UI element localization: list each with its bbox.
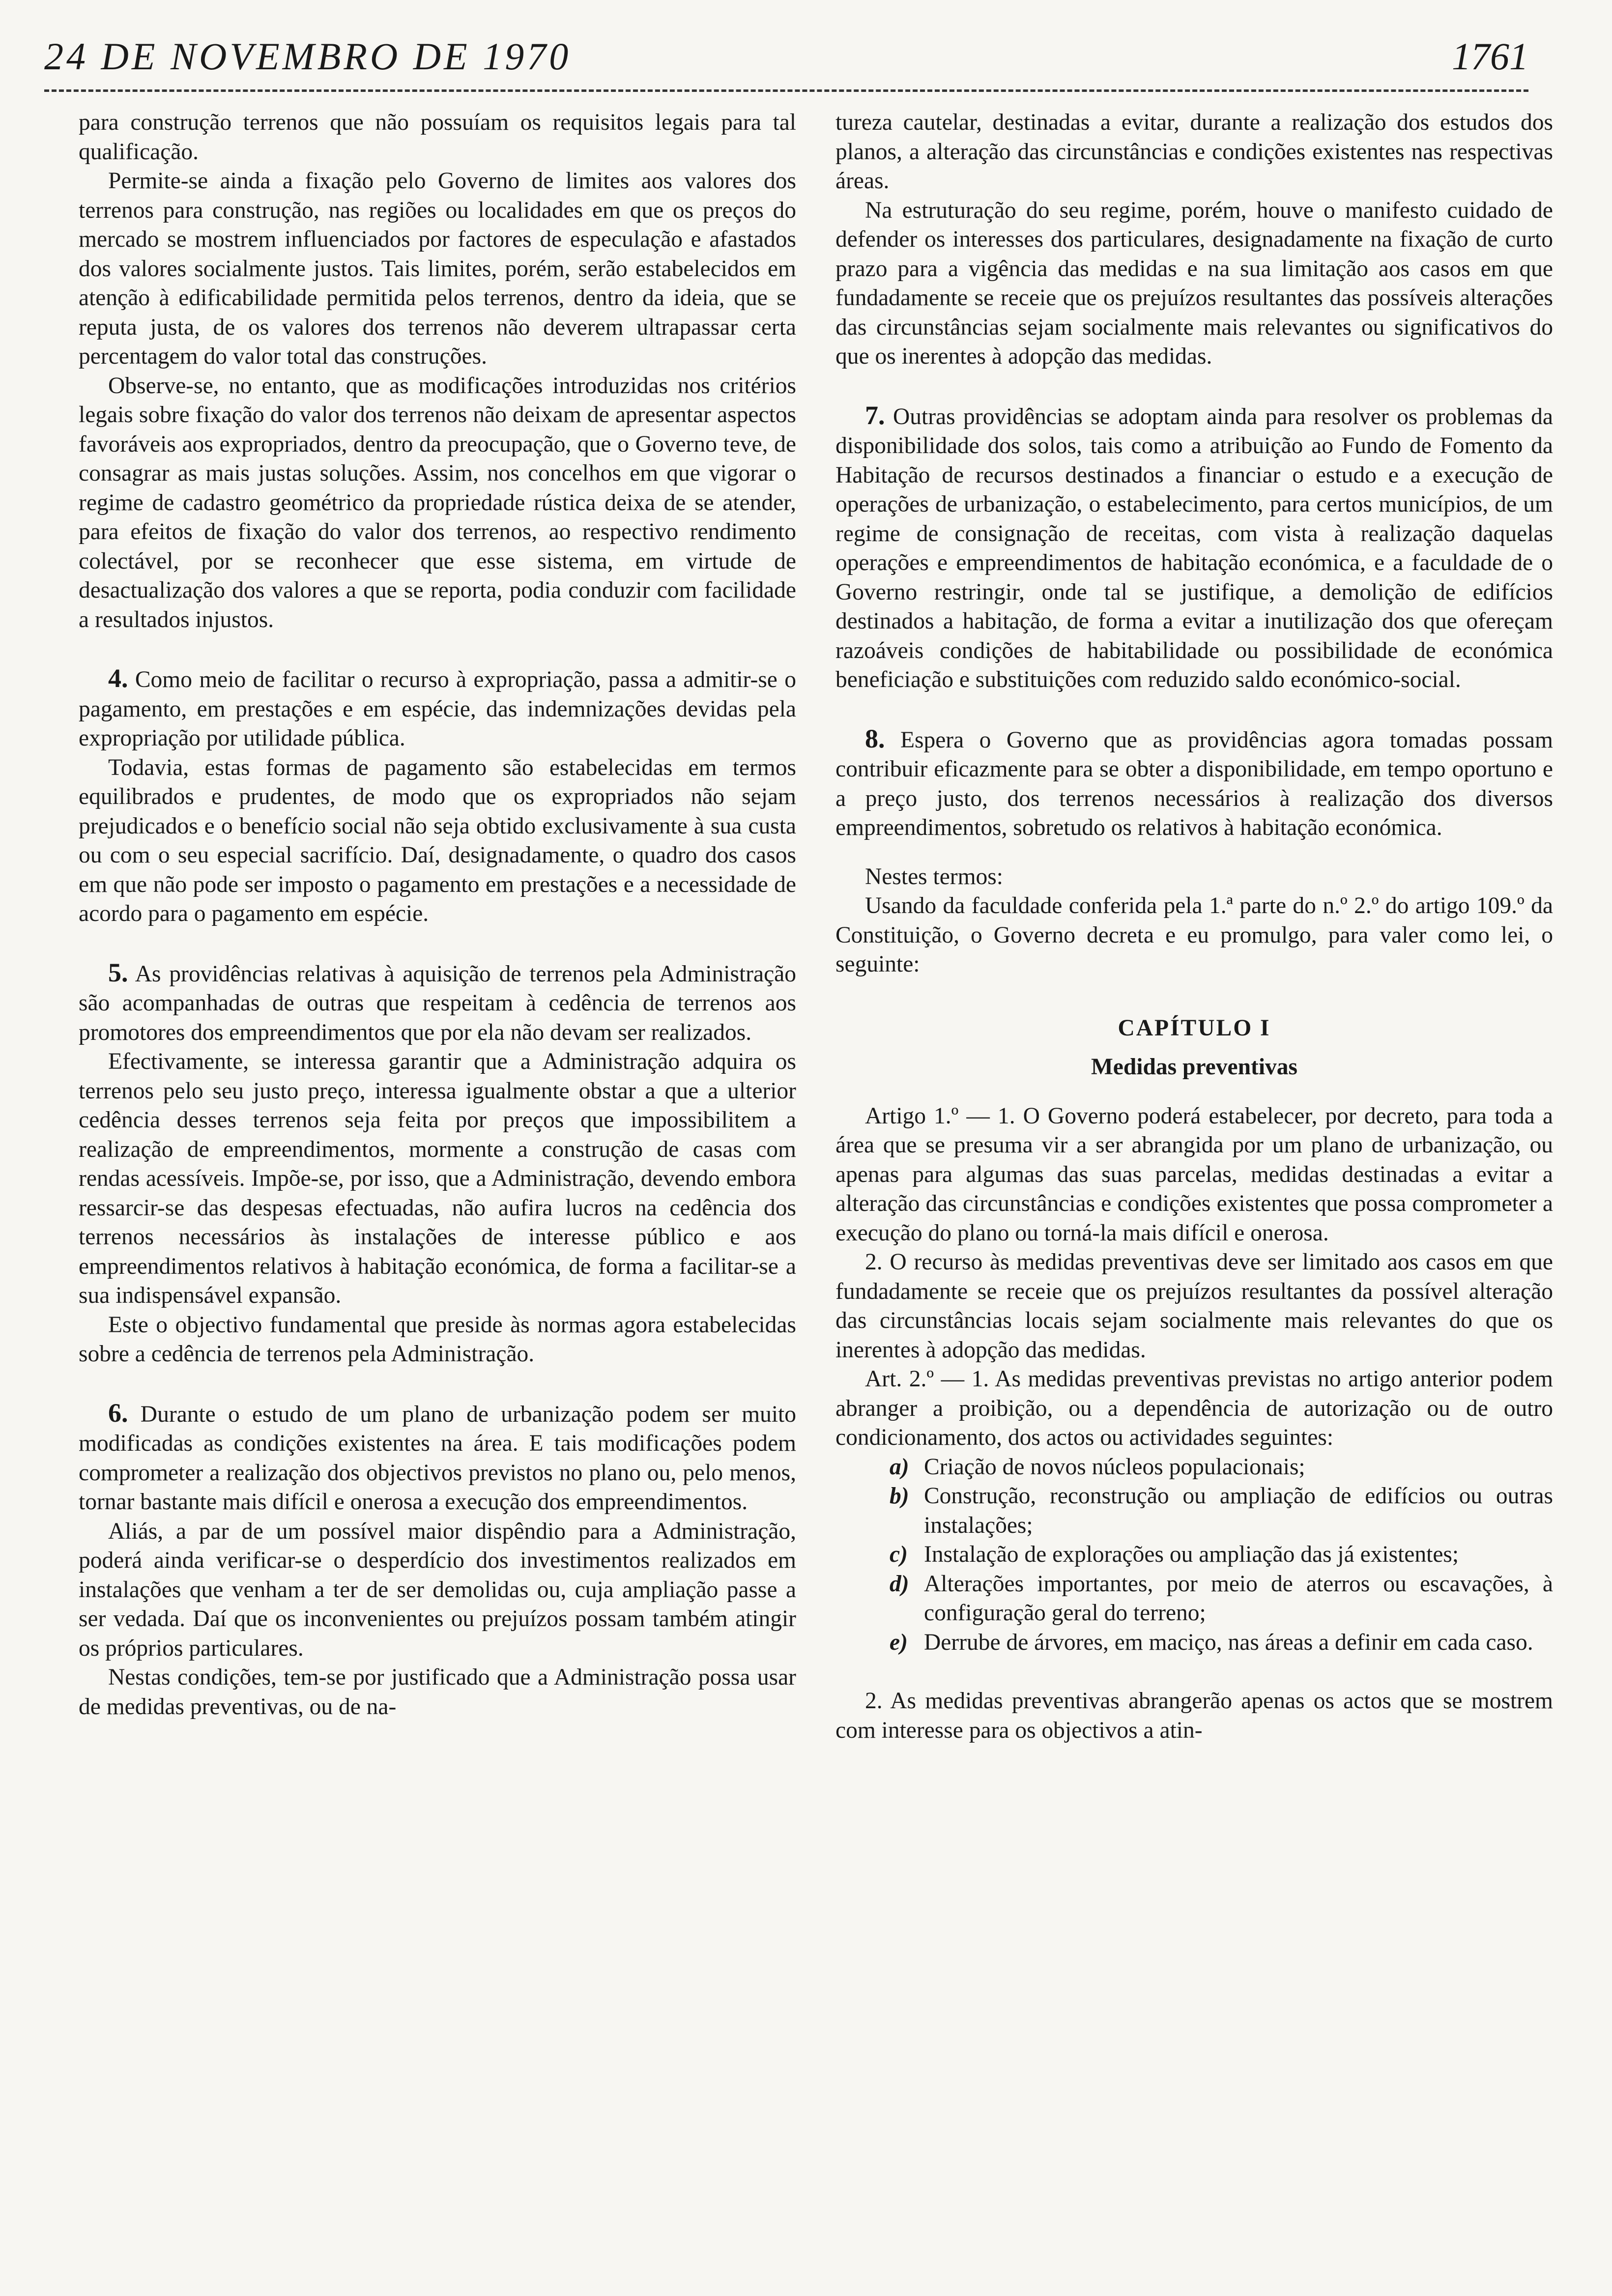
paragraph: Todavia, estas formas de pagamento são estabelecidas em termos equilibrados e prudentes, de modo que os expropriados não sejam prejudicados e o benefício social não seja obtido exclusivamente à sua custa ou com o seu especial sacrifício. Daí, designadamente, o quadro dos casos em que não pode ser imposto o pagamento em prestações e a necessidade de acordo para o pagamento em espécie. bbox=[79, 754, 796, 926]
paragraph: Observe-se, no entanto, que as modificações introduzidas nos critérios legais sobre fixação do valor dos terrenos não deixam de apresentar aspectos favoráveis aos expropriados, dentro da preocupação, que o Governo teve, de consagrar as mais justas soluções. Assim, nos concelhos em que vigorar o regime de cadastro geométrico da propriedade rústica deixa de se atender, para efeitos de fixação do valor dos terrenos, ao respectivo rendimento colectável, por se reconhecer que esse sistema, em virtude de desactualização dos valores a que se reporta, podia conduzir com facilidade a resultados injustos. bbox=[79, 373, 796, 632]
chapter-subtitle: Medidas preventivas bbox=[1091, 1054, 1298, 1080]
paragraph: Na estruturação do seu regime, porém, houve o manifesto cuidado de defender os interesses dos particulares, designadamente na fixação de curto prazo para a vigência das medidas e na sua limitação aos casos em que fundadamente se receie que os prejuízos resultantes das possíveis alterações das circunstâncias sejam socialmente mais relevantes ou significativos do que os inerentes à adopção das medidas. bbox=[835, 197, 1553, 369]
list-text: Derrube de árvores, em maciço, nas áreas a definir em cada caso. bbox=[924, 1629, 1533, 1655]
section-7 bbox=[835, 401, 1553, 695]
paragraph: Permite-se ainda a fixação pelo Governo de limites aos valores dos terrenos para construção, nas regiões ou localidades em que os preços do mercado se mostrem influenciados por factores de especulação e afastados dos valores socialmente justos. Tais limites, porém, serão estabelecidos em atenção à edificabilidade permitida pelos terrenos, dentro da ideia, que se reputa justa, de os valores dos terrenos não deverem ultrapassar certa percentagem do valor total das construções. bbox=[79, 168, 796, 369]
list-item bbox=[835, 1482, 1553, 1540]
list-label: b) bbox=[890, 1483, 909, 1509]
list-item bbox=[835, 1628, 1553, 1658]
publication-date: 24 DE NOVEMBRO DE 1970 bbox=[44, 35, 572, 78]
section-8 bbox=[835, 724, 1553, 843]
paragraph: tureza cautelar, destinadas a evitar, durante a realização dos estudos dos planos, a alteração das circunstâncias e condições existentes nas respectivas áreas. bbox=[835, 110, 1553, 194]
header-rule bbox=[44, 89, 1528, 92]
paragraph: Efectivamente, se interessa garantir que a Administração adquira os terrenos pelo seu justo preço, interessa igualmente obstar a que a ulterior cedência desses terrenos seja feita por preços que impossibilitem a realização de empreendimentos, mormente a construção de casas com rendas acessíveis. Impõe-se, por isso, que a Administração, devendo embora ressarcir-se das despesas efectuadas, não aufira lucros na cedência dos terrenos necessários às instalações de interesse público e aos empreendimentos relativos à habitação económica, de forma a facilitar-se a sua indispensável expansão. bbox=[79, 1049, 796, 1308]
list-text: Criação de novos núcleos populacionais; bbox=[924, 1454, 1305, 1480]
section-text: Durante o estudo de um plano de urbanização podem ser muito modificadas as condições existentes na área. E tais modificações podem comprometer a realização dos objectivos previstos no plano ou, pelo menos, tornar bastante mais difícil e onerosa a execução dos empreendimentos. bbox=[79, 1401, 796, 1515]
paragraph: Nestes termos: bbox=[865, 863, 1003, 890]
list-item bbox=[835, 1570, 1553, 1628]
section-text: Espera o Governo que as providências agora tomadas possam contribuir eficazmente para se obter a disponibilidade, em tempo oportuno e a preço justo, dos terrenos necessários à realização dos diversos empreendimentos, sobretudo os relativos à habitação económica. bbox=[835, 727, 1554, 840]
list-label: a) bbox=[890, 1454, 909, 1480]
section-6 bbox=[79, 1399, 796, 1517]
section-text: Como meio de facilitar o recurso à expropriação, passa a admitir-se o pagamento, em prestações e em espécie, das indemnizações devidas pela expropriação por utilidade pública. bbox=[79, 667, 796, 751]
article-2-paragraph-1: Art. 2.º — 1. As medidas preventivas previstas no artigo anterior podem abranger a proibição, ou a dependência de autorização ou de outro condicionamento, dos actos ou actividades seguintes: bbox=[835, 1366, 1553, 1450]
paragraph: Usando da faculdade conferida pela 1.ª parte do n.º 2.º do artigo 109.º da Constituição, o Governo decreta e eu promulgo, para valer como lei, o seguinte: bbox=[835, 893, 1553, 977]
section-number: 7. bbox=[865, 400, 885, 430]
list-text: Construção, reconstrução ou ampliação de edifícios ou outras instalações; bbox=[924, 1483, 1553, 1538]
list-item bbox=[835, 1540, 1553, 1570]
list-label: c) bbox=[890, 1542, 908, 1567]
list-label: d) bbox=[890, 1571, 909, 1597]
page-header bbox=[44, 34, 1528, 93]
paragraph: Nestas condições, tem-se por justificado que a Administração possa usar de medidas preventivas, ou de na- bbox=[79, 1665, 796, 1720]
section-text: Outras providências se adoptam ainda para resolver os problemas da disponibilidade dos solos, tais como a atribuição ao Fundo de Fomento da Habitação de recursos destinados a financiar o estudo e a execução de operações de urbanização, o estabelecimento, para certos municípios, de um regime de consignação de receitas, com vista à realização daquelas operações e empreendimentos de habitação económica, e a faculdade de o Governo restringir, onde tal se justifique, a demolição de edifícios destinados a habitação, de forma a evitar a inutilização dos que ofereçam razoáveis condições de habitabilidade ou possibilidade de económica beneficiação e substituições com reduzido saldo económico-social. bbox=[835, 403, 1553, 692]
article-1-paragraph-2: 2. O recurso às medidas preventivas deve ser limitado aos casos em que fundadamente se receie que os prejuízos resultantes da possível alteração das circunstâncias locais sejam socialmente mais relevantes do que os inerentes à adopção das medidas. bbox=[835, 1249, 1553, 1363]
list-text: Instalação de explorações ou ampliação das já existentes; bbox=[924, 1542, 1459, 1567]
section-number: 6. bbox=[108, 1398, 128, 1428]
paragraph: para construção terrenos que não possuíam os requisitos legais para tal qualificação. bbox=[79, 110, 796, 165]
right-column bbox=[835, 108, 1553, 1745]
left-column bbox=[79, 108, 796, 1722]
page-number: 1761 bbox=[1452, 35, 1528, 78]
list-item bbox=[835, 1453, 1553, 1482]
section-4 bbox=[79, 664, 796, 753]
list-text: Alterações importantes, por meio de aterros ou escavações, à configuração geral do terreno; bbox=[924, 1571, 1553, 1626]
section-number: 5. bbox=[108, 957, 128, 987]
section-number: 4. bbox=[108, 663, 128, 693]
list-label: e) bbox=[890, 1629, 908, 1655]
section-number: 8. bbox=[865, 723, 885, 753]
section-5 bbox=[79, 958, 796, 1048]
article-1-paragraph-1: Artigo 1.º — 1. O Governo poderá estabelecer, por decreto, para toda a área que se presuma vir a ser abrangida por um plano de urbanização, ou apenas para algumas das suas parcelas, medidas destinadas a evitar a alteração das circunstâncias e condições existentes que possa comprometer a execução do plano ou torná-la mais difícil e onerosa. bbox=[835, 1103, 1553, 1246]
chapter-title: CAPÍTULO I bbox=[1118, 1015, 1271, 1041]
paragraph: Este o objectivo fundamental que preside às normas agora estabelecidas sobre a cedência de terrenos pela Administração. bbox=[79, 1312, 796, 1367]
paragraph: Aliás, a par de um possível maior dispêndio para a Administração, poderá ainda verificar-se o desperdício dos investimentos realizados em instalações que venham a ter de ser demolidas ou, cuja ampliação passe a ser vedada. Daí que os inconvenientes ou prejuízos possam também atingir os próprios particulares. bbox=[79, 1518, 796, 1661]
section-text: As providências relativas à aquisição de terrenos pela Administração são acompanhadas de outras que respeitam à cedência de terrenos aos promotores dos empreendimentos que por ela não devam ser realizados. bbox=[79, 961, 796, 1045]
article-2-paragraph-2: 2. As medidas preventivas abrangerão apenas os actos que se mostrem com interesse para os objectivos a atin- bbox=[835, 1688, 1553, 1743]
